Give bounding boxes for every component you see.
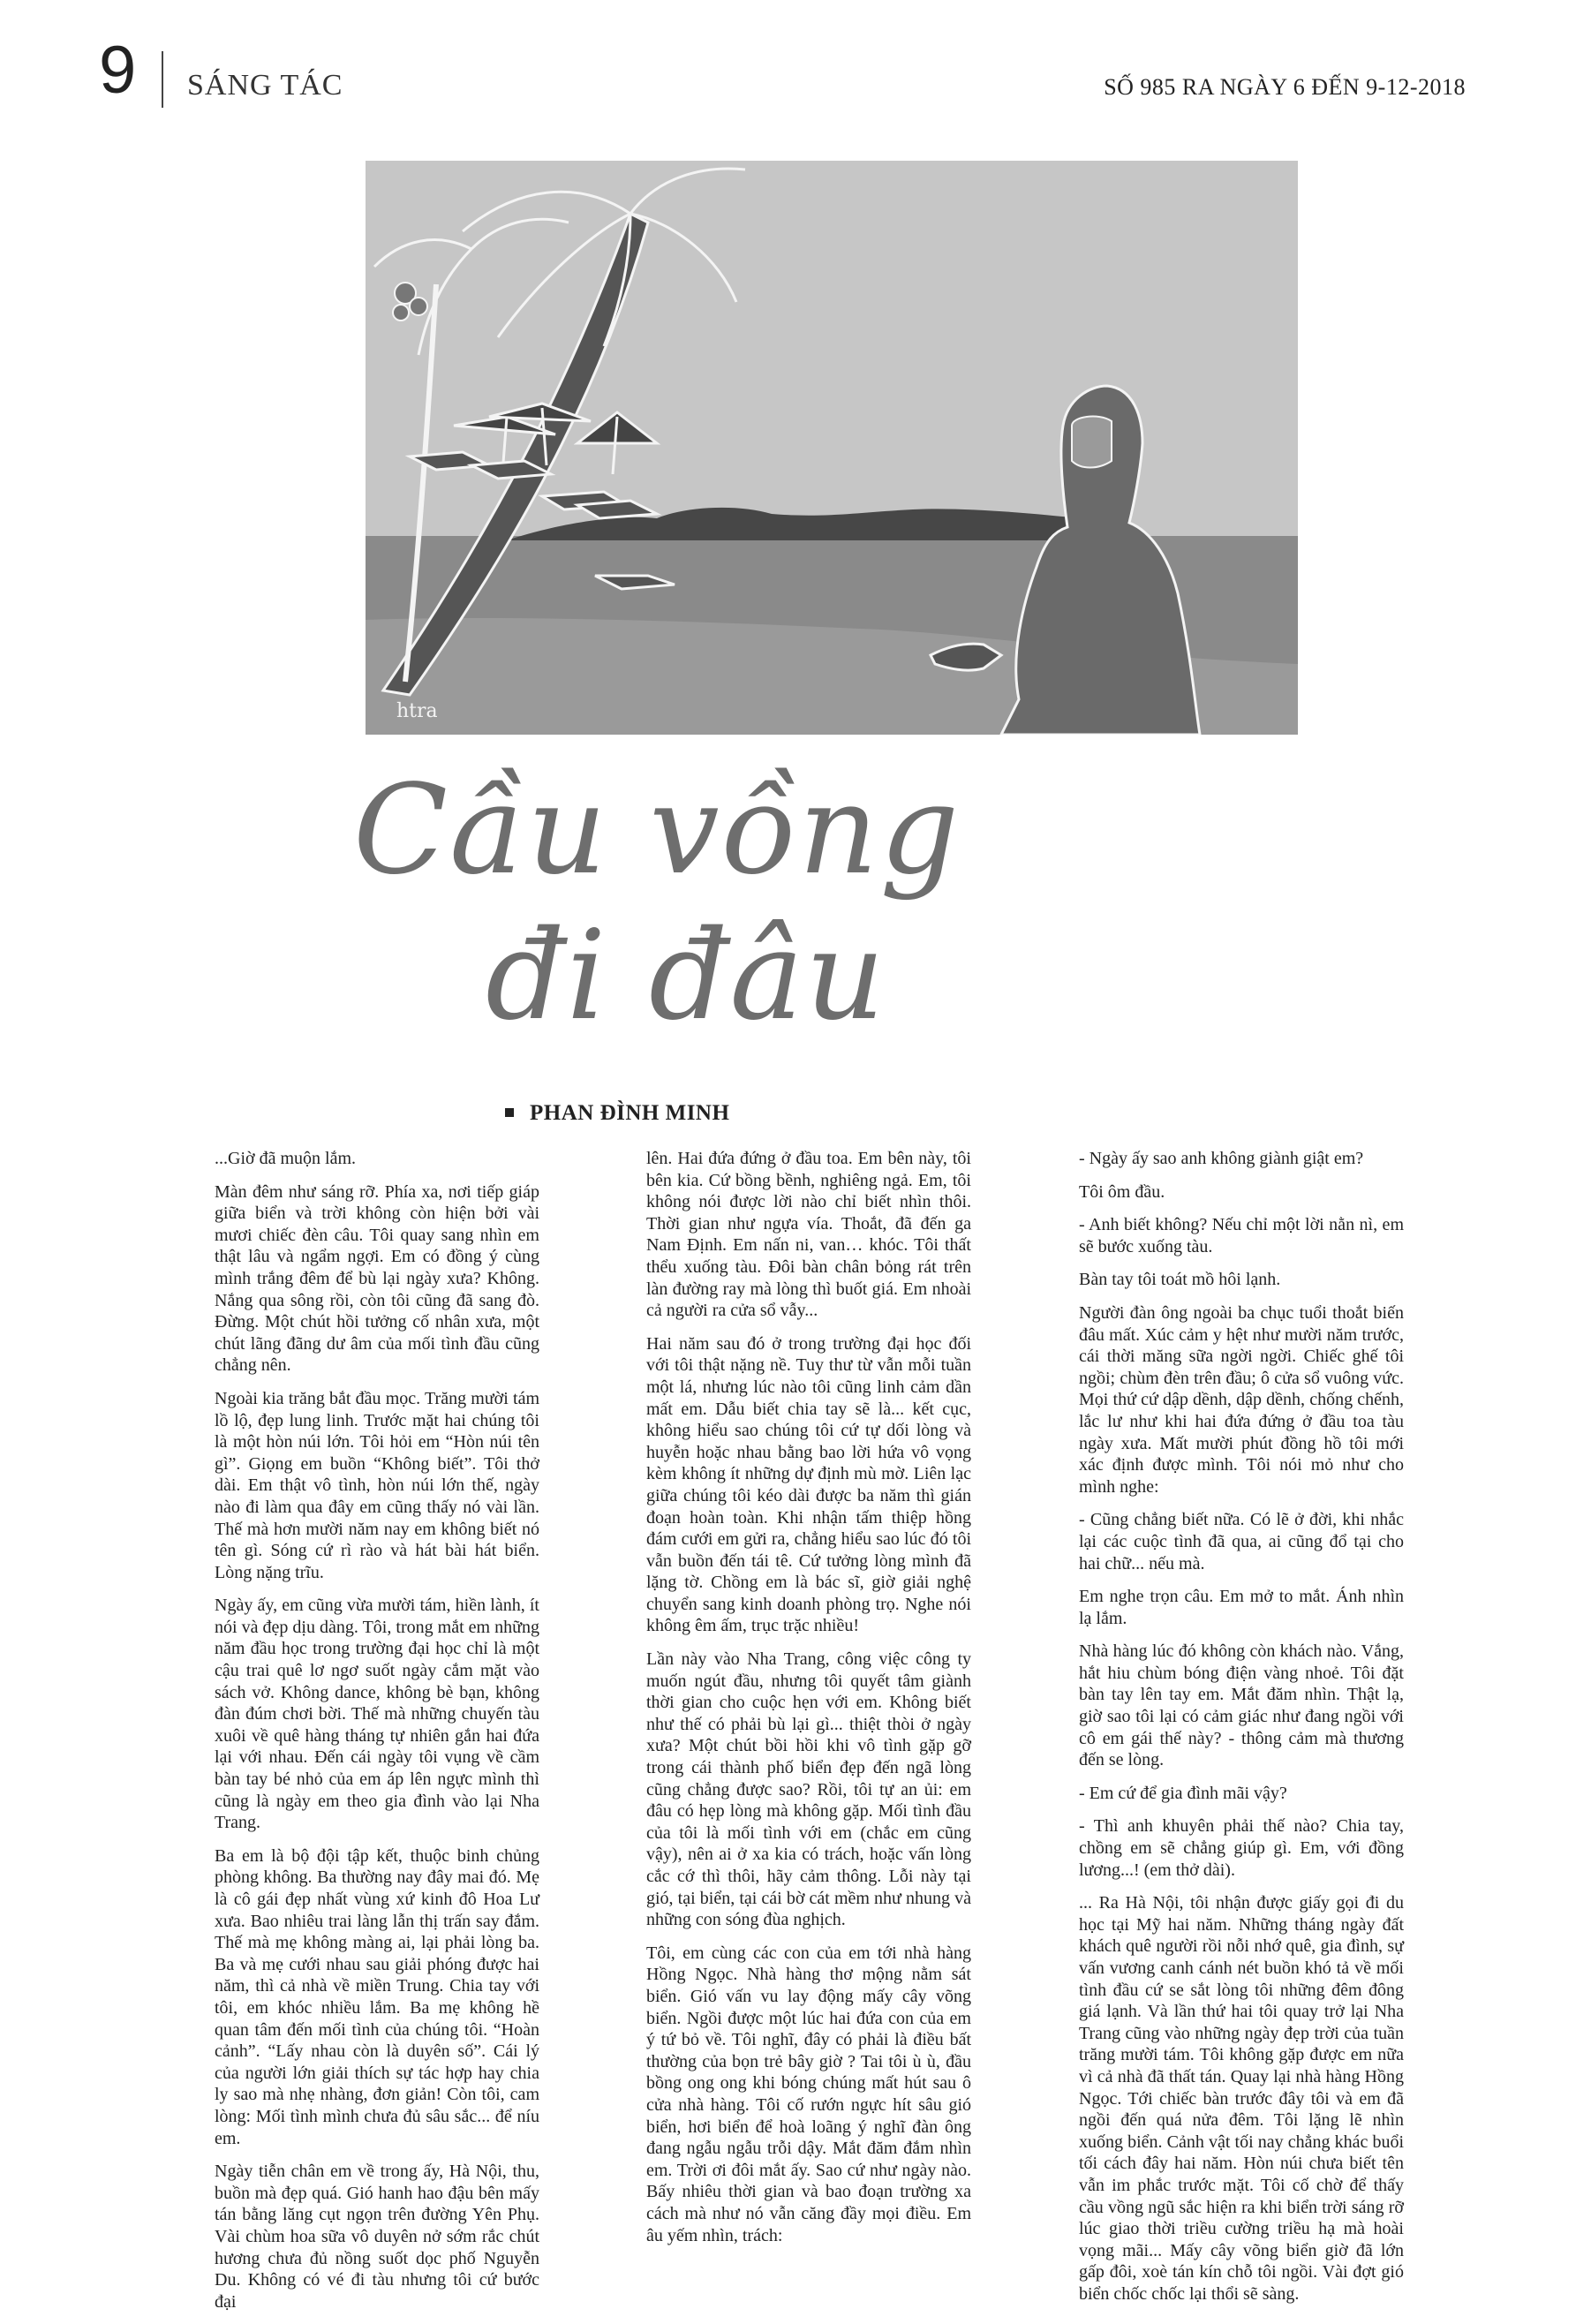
article-title <box>353 758 961 1049</box>
paragraph: Màn đêm như sáng rỡ. Phía xa, nơi tiếp giáp giữa biển và trời không còn hiện bởi vài mươi chiếc đèn câu. Tôi quay sang nhìn em thật lâu và ngẩm ngợi. Em có đồng ý cùng mình trắng đêm để bù lại ngày xưa? Không. Nắng qua sông rồi, còn tôi cũng đã sang đò. Đừng. Một chút hồi tưởng cố nhân xưa, một chút lãng đãng dư âm của mối tình đầu cũng chẳng nên. <box>215 1181 539 1376</box>
issue-date: SỐ 985 RA NGÀY 6 ĐẾN 9-12-2018 <box>1104 74 1466 100</box>
page-number: 9 <box>99 33 137 108</box>
text-column-3 <box>1079 1148 1404 2317</box>
header-divider <box>162 51 163 108</box>
title-line-1: Cầu vồng <box>353 758 961 902</box>
paragraph: Nhà hàng lúc đó không còn khách nào. Vắng, hắt hiu chùm bóng điện vàng nhoẻ. Tôi đặt bàn tay lên tay em. Mắt đăm nhìn. Thật lạ, giờ sao tôi lại có cảm giác như đang ngồi với cô em gái thế này? - thông cảm mà thương đến se lòng. <box>1079 1641 1404 1770</box>
paragraph: Người đàn ông ngoài ba chục tuổi thoắt biến đâu mất. Xúc cảm y hệt như mười năm trước, cái thời măng sữa ngời ngời. Chiếc ghế tôi ngồi; chùm đèn trên đầu; ô cửa sổ vuông vức. Mọi thứ cứ dập dềnh, dập dềnh, chống chếnh, lắc lư như khi hai đứa đứng ở đầu toa tàu ngày xưa. Mất mười phút đồng hồ tôi mới xác định được mình. Tôi nói mỏ như cho mình nghe: <box>1079 1302 1404 1497</box>
square-bullet-icon <box>505 1108 514 1117</box>
paragraph: Tôi ôm đầu. <box>1079 1181 1165 1202</box>
text-column-1 <box>215 1148 539 2324</box>
beach-illustration <box>366 161 1298 735</box>
title-line-2: đi đâu <box>486 904 887 1048</box>
paragraph: Ngoài kia trăng bắt đầu mọc. Trăng mười tám lồ lộ, đẹp lung linh. Trước mặt hai chúng tôi là một hòn núi lớn. Tôi hỏi em “Hòn núi tên gì”. Giọng em buồn “Không biết”. Tôi thở dài. Em thật vô tình, hòn núi lớn thế, ngày nào đi làm qua đây em cũng thấy nó vài lần. Thế mà hơn mười năm nay em không biết nó tên gì. Sóng cứ rì rào và hát bài hát biển. Lòng nặng trĩu. <box>215 1388 539 1582</box>
paragraph: - Ngày ấy sao anh không giành giật em? <box>1079 1149 1364 1168</box>
paragraph: - Em cứ để gia đình mãi vậy? <box>1079 1783 1287 1803</box>
section-title: SÁNG TÁC <box>187 69 343 102</box>
paragraph: - Anh biết không? Nếu chỉ một lời nằn nì, em sẽ bước xuống tàu. <box>1079 1215 1404 1256</box>
paragraph: ...Giờ đã muộn lắm. <box>215 1149 356 1168</box>
paragraph: Tôi, em cùng các con của em tới nhà hàng Hồng Ngọc. Nhà hàng thơ mộng nằm sát biển. Gió vấn vu lay động mấy cây võng biển. Ngồi được một lúc hai đứa con của em ý tứ bỏ về. Tôi nghĩ, đây có phải là điều bất thường của bọn trẻ bây giờ ? Tai tôi ù ù, đầu bồng ong ong khi bóng chúng mất hút sau ô cửa nhà hàng. Tôi cố rướn ngực hít sâu gió biển, hơi biển để hoà loãng ý nghĩ đàn ông đang ngẫu ngẫu trỗi dậy. Mắt đăm đắm nhìn em. Trời ơi đôi mắt ấy. Sao cứ như ngày nào. Bấy nhiêu thời gian và bao đoạn trường xa cách mà như nó vẫn căng đầy mọi điều. Em âu yếm nhìn, trách: <box>646 1943 971 2245</box>
illustrator-signature: htra <box>396 700 438 722</box>
text-column-2 <box>646 1148 971 2258</box>
paragraph: ... Ra Hà Nội, tôi nhận được giấy gọi đi du học tại Mỹ hai năm. Những tháng ngày đất khách quê người rồi nỗi nhớ quê, gia đình, sự vấn vương canh cánh nét buồn khó tả về mối tình đầu cứ se sắt lòng tôi những đêm đông giá lạnh. Và lần thứ hai tôi quay trở lại Nha Trang cũng vào những ngày đẹp trời của tuần trăng mười tám. Tôi không gặp được em nữa vì cả nhà đã thất tán. Quay lại nhà hàng Hồng Ngọc. Tới chiếc bàn trước đây tôi và em đã ngồi đến quá nửa đêm. Tôi lặng lẽ nhìn xuống biển. Cảnh vật tối nay chẳng khác buổi tối cách đây hai năm. Hòn núi chưa biết tên vẫn im phắc trước mặt. Tôi cố chờ để thấy cầu vồng ngũ sắc hiện ra khi biển trời sáng rỡ lúc giao thời triều cường triều hạ mà hoài vọng mãi... Mấy cây võng biển giờ đã lớn gấp đôi, xoè tán kín chỗ tôi ngồi. Vài đợt gió biển chốc chốc lại thổi sẽ sàng. <box>1079 1893 1404 2304</box>
paragraph: Ba em là bộ đội tập kết, thuộc binh chủng phòng không. Ba thường nay đây mai đó. Mẹ là cô gái đẹp nhất vùng xứ kinh đô Hoa Lư xưa. Bao nhiêu trai làng lẫn thị trấn say đắm. Thế mà mẹ không màng ai, lại phải lòng ba. Ba và mẹ cưới nhau sau giải phóng được hai năm, thì cả nhà về miền Trung. Chia tay với tôi, em khóc nhiều lắm. Ba mẹ không hề quan tâm đến mối tình của chúng tôi. “Hoàn cảnh”. “Lấy nhau còn là duyên số”. Cái lý của người lớn giải thích sự tác hợp hay chia ly sao mà nhẹ nhàng, đơn giản! Còn tôi, cam lòng: Mối tình mình chưa đủ sâu sắc... để níu em. <box>215 1845 539 2148</box>
paragraph: Ngày ấy, em cũng vừa mười tám, hiền lành, ít nói và đẹp dịu dàng. Tôi, trong mắt em những năm đầu học trong trường đại học chỉ là một cậu trai quê lơ ngơ suốt ngày cắm mặt vào sách vở. Không dance, không bè bạn, không đàn đúm chơi bời. Thế mà những chuyến tàu xuôi về quê hàng tháng tự nhiên gắn hai đứa lại với nhau. Đến cái ngày tôi vụng về cầm bàn tay bé nhỏ của em áp lên ngực mình thì cũng là ngày em theo gia đình vào lại Nha Trang. <box>215 1596 539 1833</box>
author-byline <box>505 1101 729 1126</box>
paragraph: Em nghe trọn câu. Em mở to mắt. Ánh nhìn lạ lắm. <box>1079 1587 1404 1628</box>
paragraph: Ngày tiễn chân em về trong ấy, Hà Nội, thu, buồn mà đẹp quá. Gió hanh hao đậu bên mấy tán bằng lăng cụt ngọn trên đường Yên Phụ. Vài chùm hoa sữa vô duyên nở sớm rắc chút hương chưa đủ nồng suốt dọc phố Nguyễn Du. Không có vé đi tàu nhưng tôi cứ bước đại <box>215 2162 539 2312</box>
paragraph: lên. Hai đứa đứng ở đầu toa. Em bên này, tôi bên kia. Cứ bồng bềnh, nghiêng ngả. Em, tôi không nói được lời nào chỉ biết nhìn thôi. Thời gian như ngựa vía. Thoắt, đã đến ga Nam Định. Em nấn ni, van… khóc. Tôi thất thểu xuống tàu. Đôi bàn chân bỏng rát trên làn đường ray mà lòng thì buốt giá. Em nhoài cả người ra cửa sổ vẫy... <box>646 1149 971 1321</box>
paragraph: Hai năm sau đó ở trong trường đại học đối với tôi thật nặng nề. Tuy thư từ vẫn mỗi tuần một lá, nhưng lúc nào tôi cũng linh cảm dần mất em. Dẫu biết chia tay sẽ là... kết cục, không hiểu sao chúng tôi cứ tự dối lòng và huyễn hoặc nhau bằng bao lời hứa vô vọng kèm không ít những dự định mù mờ. Liên lạc giữa chúng tôi kéo dài được ba năm thì gián đoạn hoàn toàn. Khi nhận tấm thiệp hồng đám cưới em gửi ra, chẳng hiểu sao lúc đó tôi vẫn buồn đến tái tê. Cứ tưởng lòng mình đã lặng tờ. Chồng em là bác sĩ, giờ giải nghệ chuyển sang kinh doanh phòng trọ. Nghe nói không êm ấm, trục trặc nhiều! <box>646 1333 971 1636</box>
paragraph: - Cũng chẳng biết nữa. Có lẽ ở đời, khi nhắc lại các cuộc tình đã qua, ai cũng đổ tại cho hai chữ... nếu mà. <box>1079 1510 1404 1573</box>
paragraph: Bàn tay tôi toát mồ hôi lạnh. <box>1079 1270 1281 1290</box>
author-name: PHAN ĐÌNH MINH <box>530 1101 730 1125</box>
paragraph: Lần này vào Nha Trang, công việc công ty muốn ngút đầu, nhưng tôi quyết tâm giành thời gian cho cuộc hẹn với em. Không biết như thế có phải bù lại gì... thiệt thòi ở ngày xưa? Một chút bồi hồi khi vô tình gặp gỡ trong cái thành phố biển đẹp đến ngã lòng cũng chẳng được sao? Rồi, tôi tự an ủi: em đâu có hẹp lòng mà không gặp. Mối tình đầu của tôi là mối tình với em (chắc em cũng vậy), nên ai ở xa kia có trách, hoặc vấn lòng cắc cớ thì thôi, hãy cảm thông. Lỗi này tại gió, tại biển, tại cái bờ cát mềm như nhung và những con sóng đùa nghịch. <box>646 1649 971 1930</box>
paragraph: - Thì anh khuyên phải thế nào? Chia tay, chồng em sẽ chẳng giúp gì. Em, với đồng lương...! (em thở dài). <box>1079 1816 1404 1880</box>
